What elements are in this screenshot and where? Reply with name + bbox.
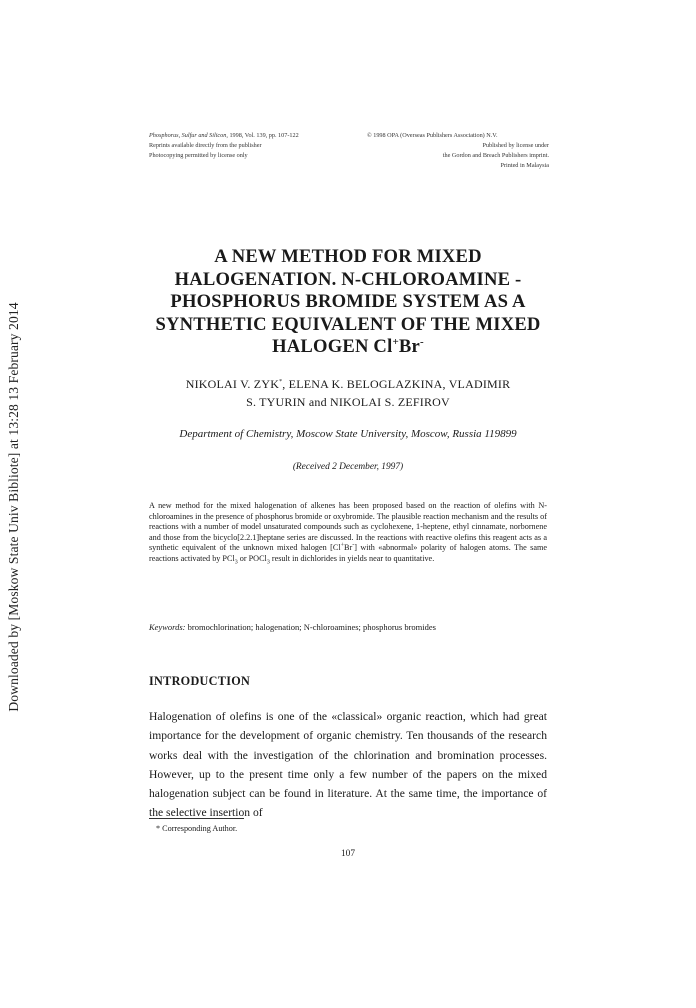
title-line-3: PHOSPHORUS BROMIDE SYSTEM AS A xyxy=(170,291,526,312)
download-notice: Downloaded by [Moskow State Univ Bibliote] at 13:28 13 February 2014 xyxy=(6,302,21,712)
title-halogen-text: HALOGEN Cl xyxy=(272,336,393,357)
abstract-sup-minus: - xyxy=(352,542,355,549)
title-bromine: Br xyxy=(398,336,420,357)
title-line-5 xyxy=(118,336,578,359)
published-line: Published by license under xyxy=(482,142,549,149)
title-line-1: A NEW METHOD FOR MIXED xyxy=(214,246,482,267)
journal-name: Phosphorus, Sulfur and Silicon, xyxy=(149,132,228,139)
footnote-divider xyxy=(149,818,244,819)
abstract-sub-3a: 3 xyxy=(234,559,238,566)
photocopying-line: Photocopying permitted by license only xyxy=(149,152,248,159)
abstract-part-5: result in dichlorides in yields near to quantitative. xyxy=(269,553,435,563)
abstract-sup-plus: + xyxy=(340,542,344,549)
introduction-heading: INTRODUCTION xyxy=(149,674,251,688)
copyright-line: © 1998 OPA (Overseas Publishers Association) N.V. xyxy=(367,132,498,139)
abstract-part-1: A new method for the mixed halogenation of alkenes has been proposed based on the reaction of olefins with N-chloroamines in the presence of phosphorus bromide or oxybromide. The plausible reaction mechanism and the results of reactions with a number of model unsaturated compounds such as cyclohexene, 1-heptene, ethyl cinnamate, norbornene and those from the bicyclo[2.2.1]heptane series are discussed. In the reactions with reactive olefins this reagent acts as a synthetic equivalent of the unknown mixed halogen [Cl xyxy=(149,501,547,553)
publisher-imprint-line: the Gordon and Breach Publishers imprint. xyxy=(442,152,549,159)
keywords-text: bromochlorination; halogenation; N-chloroamines; phosphorus bromides xyxy=(185,622,436,632)
citation-line xyxy=(149,131,359,141)
author-list xyxy=(130,376,566,411)
keywords xyxy=(149,622,547,632)
author-primary: NIKOLAI V. ZYK xyxy=(185,377,280,391)
title-line-4: SYNTHETIC EQUIVALENT OF THE MIXED xyxy=(155,313,541,335)
keywords-label: Keywords: xyxy=(149,622,186,632)
author-rest: , ELENA K. BELOGLAZKINA, VLADIMIR xyxy=(282,377,511,391)
title-superscript-minus: - xyxy=(419,335,424,348)
footnote: * Corresponding Author. xyxy=(156,824,238,833)
abstract-part-2: Br xyxy=(344,543,353,553)
introduction-body xyxy=(149,707,547,823)
abstract-part-4: or POCl xyxy=(237,553,267,563)
affiliation: Department of Chemistry, Moscow State University, Moscow, Russia 119899 xyxy=(179,428,517,440)
abstract-sub-3b: 3 xyxy=(266,559,270,566)
paper-title xyxy=(118,246,578,359)
header-left xyxy=(149,131,359,161)
abstract-part-3: ] with «abnormal» polarity of halogen atoms. The same reactions activated by PCl xyxy=(149,543,547,563)
corresponding-marker: * xyxy=(279,379,283,385)
reprints-line: Reprints available directly from the publisher xyxy=(149,142,262,149)
abstract-text xyxy=(149,501,547,565)
title-line-2: HALOGENATION. N-CHLOROAMINE - xyxy=(174,268,522,290)
abstract xyxy=(149,501,547,565)
author-line-2: S. TYURIN and NIKOLAI S. ZEFIROV xyxy=(246,394,450,409)
printed-line: Printed in Malaysia xyxy=(500,162,549,169)
introduction-paragraph: Halogenation of olefins is one of the «classical» organic reaction, which had great importance for the development of organic chemistry. Ten thousands of the research works deal with the investigation of the chlorination and bromination processes. However, up to the present time only a few number of the papers on the mixed halogenation subject can be found in literature. At the same time, the importance of the selective insertion of xyxy=(149,710,547,820)
received-date: (Received 2 December, 1997) xyxy=(292,462,404,472)
title-superscript-plus: + xyxy=(392,335,399,348)
citation-details: 1998, Vol. 139, pp. 107-122 xyxy=(227,132,299,139)
author-line-1 xyxy=(130,376,566,394)
header-right xyxy=(349,131,549,171)
page-number: 107 xyxy=(340,849,356,859)
